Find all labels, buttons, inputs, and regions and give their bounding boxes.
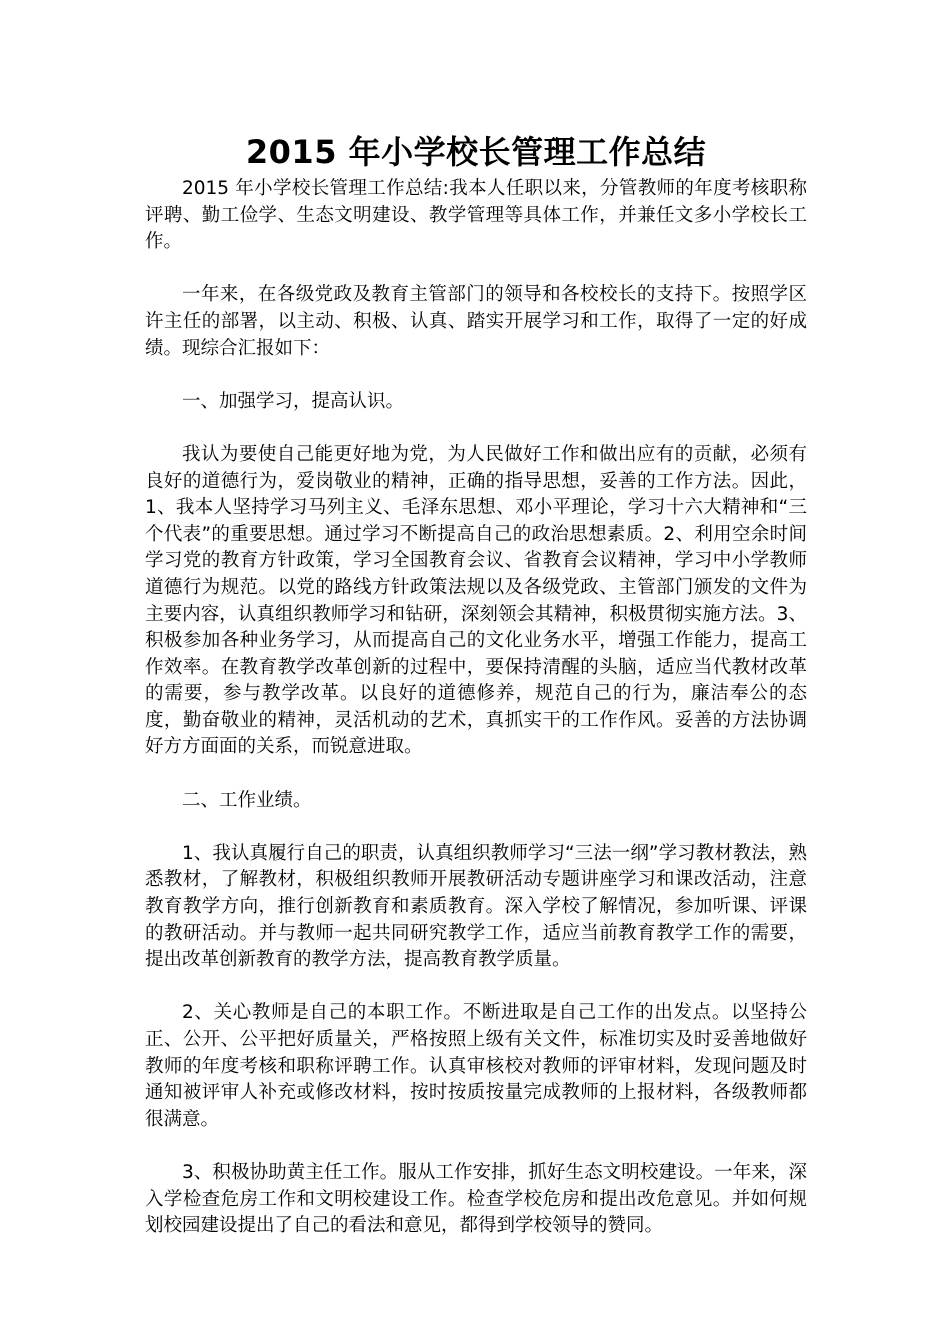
paragraph-achievement-1: 1、我认真履行自己的职责，认真组织教师学习“三法一纲”学习教材教法，熟悉教材，了解教材，积极组织教师开展教研活动专题讲座学习和课改活动，注意教育教学方向，推行创新教育和素质教育。深入学校了解情况，参加听课、评课的教研活动。并与教师一起共同研究教学工作，适应当前教育教学工作的需要，提出改革创新教育的教学方法，提高教育教学质量。 [145,842,807,971]
paragraph-study: 我认为要使自己能更好地为党，为人民做好工作和做出应有的贡献，必须有良好的道德行为，爱岗敬业的精神，正确的指导思想，妥善的工作方法。因此，1、我本人坚持学习马列主义、毛泽东思想、邓小平理论，学习十六大精神和“三个代表”的重要思想。通过学习不断提高自己的政治思想素质。2、利用空余时间学习党的教育方针政策，学习全国教育会议、省教育会议精神，学习中小学教师道德行为规范。以党的路线方针政策法规以及各级党政、主管部门颁发的文件为主要内容，认真组织教师学习和钻研，深刻领会其精神，积极贯彻实施方法。3、积极参加各种业务学习，从而提高自己的文化业务水平，增强工作能力，提高工作效率。在教育教学改革创新的过程中，要保持清醒的头脑，适应当代教材改革的需要，参与教学改革。以良好的道德修养，规范自己的行为，廉洁奉公的态度，勤奋敬业的精神，灵活机动的艺术，真抓实干的工作作风。妥善的方法协调好方方面面的关系，而锐意进取。 [145,443,807,758]
document-page [145,128,807,1266]
section-heading-achievements: 二、工作业绩。 [182,789,312,811]
paragraph-overview: 一年来，在各级党政及教育主管部门的领导和各校校长的支持下。按照学区许主任的部署，以主动、积极、认真、踏实开展学习和工作，取得了一定的好成绩。现综合汇报如下： [145,284,807,359]
paragraph-intro: 2015 年小学校长管理工作总结:我本人任职以来，分管教师的年度考核职称评聘、勤工俭学、生态文明建设、教学管理等具体工作，并兼任文多小学校长工作。 [145,178,807,253]
document-title: 2015 年小学校长管理工作总结 [245,133,707,171]
paragraph-achievement-3: 3、积极协助黄主任工作。服从工作安排，抓好生态文明校建设。一年来，深入学检查危房工作和文明校建设工作。检查学校危房和提出改危意见。并如何规划校园建设提出了自己的看法和意见，都得到学校领导的赞同。 [145,1161,807,1237]
section-heading-study: 一、加强学习，提高认识。 [182,390,405,412]
paragraph-achievement-2: 2、关心教师是自己的本职工作。不断进取是自己工作的出发点。以坚持公正、公开、公平把好质量关，严格按照上级有关文件，标准切实及时妥善地做好教师的年度考核和职称评聘工作。认真审核校对教师的评审材料，发现问题及时通知被评审人补充或修改材料，按时按质按量完成教师的上报材料，各级教师都很满意。 [145,1002,807,1130]
